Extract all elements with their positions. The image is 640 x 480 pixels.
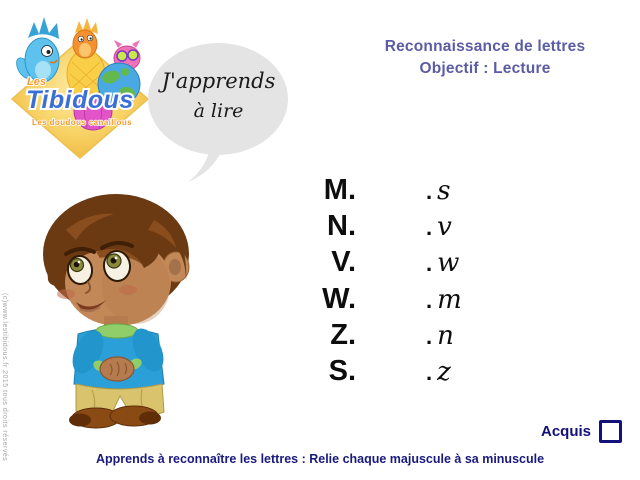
logo-brand-name: Tibidous bbox=[26, 86, 134, 114]
lower-connector-dot[interactable]: . bbox=[426, 214, 433, 240]
speech-bubble bbox=[146, 40, 296, 190]
upper-connector-dot[interactable]: . bbox=[347, 246, 356, 279]
header-line-2: Objectif : Lecture bbox=[419, 60, 551, 77]
header-line-1: Reconnaissance de lettres bbox=[384, 38, 586, 55]
lowercase-letter[interactable]: z bbox=[437, 357, 451, 388]
lower-connector-dot[interactable]: . bbox=[426, 360, 433, 386]
page-title bbox=[333, 36, 637, 80]
upper-connector-dot[interactable]: . bbox=[347, 173, 356, 206]
uppercase-letter[interactable]: W bbox=[322, 282, 348, 315]
lowercase-letter[interactable]: v bbox=[437, 211, 452, 242]
tibidous-logo-image bbox=[6, 4, 154, 160]
uppercase-letter[interactable]: S bbox=[328, 355, 348, 388]
lowercase-letter[interactable]: m bbox=[437, 284, 462, 315]
match-row bbox=[300, 245, 462, 281]
lower-connector-dot[interactable]: . bbox=[426, 251, 433, 277]
lower-connector-dot[interactable]: . bbox=[426, 178, 433, 204]
tibidous-logo bbox=[6, 4, 154, 160]
lower-connector-dot[interactable]: . bbox=[426, 323, 433, 349]
upper-connector-dot[interactable]: . bbox=[347, 318, 356, 351]
match-row bbox=[300, 172, 462, 208]
uppercase-letter[interactable]: M bbox=[323, 173, 348, 206]
blue-dragon-tibidou-icon bbox=[14, 17, 59, 82]
match-row bbox=[300, 208, 462, 244]
acquis-checkbox[interactable] bbox=[599, 420, 622, 443]
uppercase-letter[interactable]: N bbox=[326, 209, 348, 242]
upper-connector-dot[interactable]: . bbox=[347, 282, 356, 315]
letter-matching-board bbox=[300, 172, 462, 390]
logo-brand-prefix: Les bbox=[27, 76, 46, 88]
lower-connector-dot[interactable]: . bbox=[426, 287, 433, 313]
upper-connector-dot[interactable]: . bbox=[347, 209, 356, 242]
speech-bubble-line1: J'apprends bbox=[161, 69, 276, 93]
lowercase-letter[interactable]: n bbox=[437, 320, 454, 351]
lowercase-letter[interactable]: s bbox=[437, 175, 451, 206]
logo-tagline: Les doudous canaillous bbox=[32, 118, 132, 127]
boy-character bbox=[36, 190, 202, 436]
match-row bbox=[300, 353, 462, 389]
match-row bbox=[300, 281, 462, 317]
copyright-text: (c)www.lestibidous.fr 2015 tous droits réservés bbox=[1, 293, 8, 462]
speech-bubble-line2: à lire bbox=[193, 100, 244, 122]
upper-connector-dot[interactable]: . bbox=[347, 355, 356, 388]
acquis-label: Acquis bbox=[541, 423, 592, 440]
footer-instruction: Apprends à reconnaître les lettres : Relie chaque majuscule à sa minuscule bbox=[95, 452, 545, 466]
acquis-row bbox=[541, 420, 622, 443]
speech-bubble-text bbox=[146, 66, 291, 126]
boy-character-image bbox=[36, 190, 202, 436]
uppercase-letter[interactable]: V bbox=[331, 246, 348, 279]
match-row bbox=[300, 317, 462, 353]
lowercase-letter[interactable]: w bbox=[437, 248, 460, 279]
uppercase-letter[interactable]: Z bbox=[330, 318, 348, 351]
